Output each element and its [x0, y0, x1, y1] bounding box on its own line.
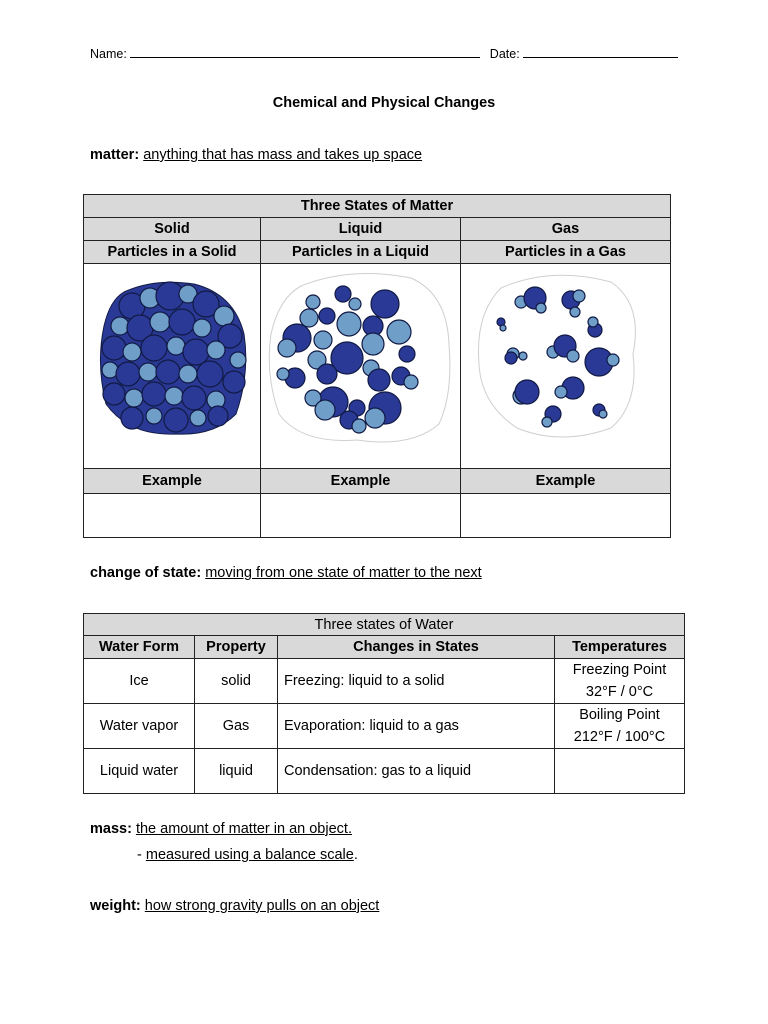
particles-solid-label: Particles in a Solid: [84, 241, 261, 264]
table-row: [84, 749, 685, 794]
temp-label: Freezing Point: [572, 662, 667, 678]
change-of-state-term: change of state:: [90, 565, 202, 581]
weight-term: weight:: [90, 898, 141, 914]
solid-particles-cell: [84, 264, 261, 469]
mass-sub-definition: [137, 847, 358, 863]
gas-particles-illustration: [461, 264, 670, 464]
row-form: Liquid water: [84, 749, 195, 794]
mass-term: mass:: [90, 821, 132, 837]
row-property: liquid: [195, 749, 278, 794]
row-temperature: [555, 659, 685, 704]
example-answer-liquid[interactable]: [261, 494, 461, 538]
row-property: solid: [195, 659, 278, 704]
row-property: Gas: [195, 704, 278, 749]
row-temperature: [555, 704, 685, 749]
row-form: Water vapor: [84, 704, 195, 749]
name-date-line: [90, 47, 690, 61]
particles-liquid-label: Particles in a Liquid: [261, 241, 461, 264]
example-label-gas: Example: [461, 469, 671, 494]
states-table-title: Three States of Matter: [84, 195, 671, 218]
matter-definition: [90, 147, 422, 163]
name-label: Name:: [90, 47, 127, 61]
header-changes: Changes in States: [278, 636, 555, 659]
example-label-solid: Example: [84, 469, 261, 494]
example-label-liquid: Example: [261, 469, 461, 494]
mass-definition: [90, 821, 352, 837]
row-change: Condensation: gas to a liquid: [278, 749, 555, 794]
page-title: Chemical and Physical Changes: [272, 95, 496, 111]
header-water-form: Water Form: [84, 636, 195, 659]
matter-term: matter:: [90, 147, 140, 163]
name-blank[interactable]: [130, 47, 480, 58]
weight-definition: [90, 898, 379, 914]
col-liquid: Liquid: [261, 218, 461, 241]
date-label: Date:: [489, 47, 520, 61]
states-of-matter-table: [83, 194, 671, 538]
gas-particles-cell: [461, 264, 671, 469]
mass-sub-prefix: -: [137, 847, 146, 863]
temp-label: Boiling Point: [579, 707, 660, 723]
mass-text: the amount of matter in an object.: [135, 821, 352, 837]
example-answer-gas[interactable]: [461, 494, 671, 538]
mass-sub-suffix: .: [353, 847, 358, 863]
temp-value: 32°F / 0°C: [585, 684, 654, 700]
change-of-state-text: moving from one state of matter to the next: [205, 565, 482, 581]
header-property: Property: [195, 636, 278, 659]
table-row: [84, 659, 685, 704]
water-table-title: Three states of Water: [84, 614, 685, 636]
table-row: [84, 704, 685, 749]
row-change: Freezing: liquid to a solid: [278, 659, 555, 704]
col-solid: Solid: [84, 218, 261, 241]
temp-value: 212°F / 100°C: [573, 729, 666, 745]
row-temperature[interactable]: [555, 749, 685, 794]
particles-gas-label: Particles in a Gas: [461, 241, 671, 264]
col-gas: Gas: [461, 218, 671, 241]
states-of-water-table: [83, 613, 685, 794]
date-blank[interactable]: [523, 47, 678, 58]
row-change: Evaporation: liquid to a gas: [278, 704, 555, 749]
weight-text: how strong gravity pulls on an object: [144, 898, 380, 914]
row-form: Ice: [84, 659, 195, 704]
mass-sub-text: measured using a balance scale: [145, 847, 354, 863]
change-of-state-definition: [90, 565, 482, 581]
solid-particles-illustration: [84, 264, 260, 464]
example-answer-solid[interactable]: [84, 494, 261, 538]
header-temperatures: Temperatures: [555, 636, 685, 659]
matter-text: anything that has mass and takes up space: [143, 147, 423, 163]
liquid-particles-illustration: [261, 264, 460, 464]
liquid-particles-cell: [261, 264, 461, 469]
